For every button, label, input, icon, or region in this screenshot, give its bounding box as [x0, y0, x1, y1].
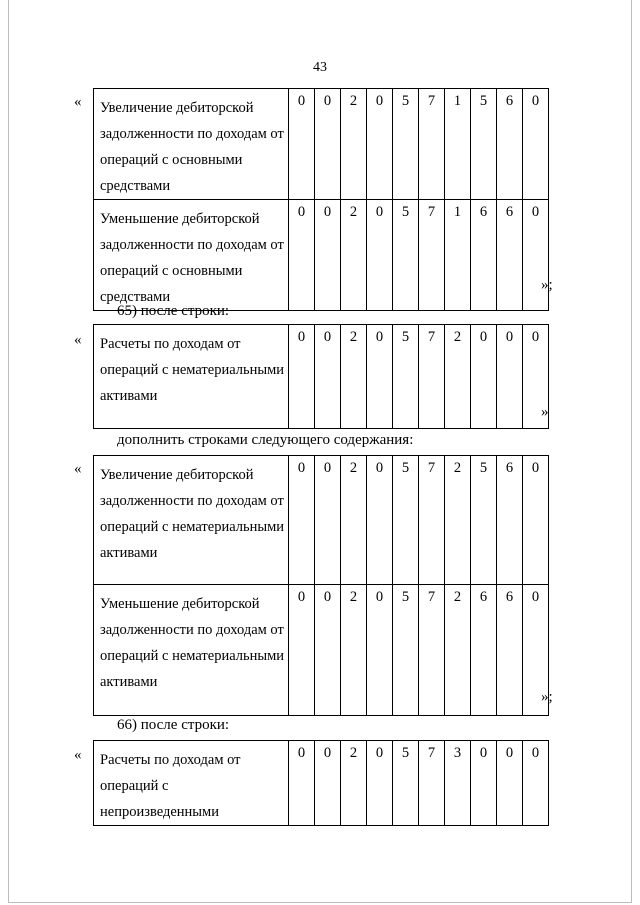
row-label: Уменьшение дебиторской задолженности по доходам от операций с основными средствами [94, 200, 289, 311]
closing-quote: »; [541, 689, 553, 705]
code-digit: 0 [471, 325, 497, 429]
code-digit: 2 [445, 456, 471, 585]
code-digit: 0 [315, 200, 341, 311]
code-digit: 0 [497, 741, 523, 826]
code-digit: 0 [523, 200, 549, 311]
code-digit: 5 [393, 456, 419, 585]
paragraph-65: 65) после строки: [117, 303, 230, 319]
code-digit: 0 [523, 585, 549, 716]
code-digit: 2 [341, 585, 367, 716]
code-digit: 7 [419, 585, 445, 716]
table-row [94, 585, 549, 716]
code-digit: 0 [367, 89, 393, 200]
paragraph-66: 66) после строки: [117, 717, 230, 733]
code-table-1 [93, 88, 549, 311]
paragraph-add-rows: дополнить строками следующего содержания: [117, 432, 414, 448]
code-digit: 0 [367, 741, 393, 826]
page-number: 43 [313, 60, 327, 75]
row-label: Увеличение дебиторской задолженности по доходам от операций с основными средствами [94, 89, 289, 200]
table-row [94, 325, 549, 429]
code-digit: 6 [497, 89, 523, 200]
row-label: Уменьшение дебиторской задолженности по доходам от операций с нематериальными активами [94, 585, 289, 716]
code-digit: 0 [315, 741, 341, 826]
code-digit: 0 [315, 325, 341, 429]
code-digit: 0 [523, 456, 549, 585]
code-digit: 0 [289, 200, 315, 311]
code-digit: 2 [445, 325, 471, 429]
code-digit: 2 [445, 585, 471, 716]
code-digit: 1 [445, 200, 471, 311]
code-digit: 7 [419, 325, 445, 429]
code-digit: 5 [393, 741, 419, 826]
opening-quote: « [74, 747, 82, 763]
code-table-4 [93, 740, 549, 826]
code-digit: 5 [393, 89, 419, 200]
row-label: Расчеты по доходам от операций с непроизведенными [94, 741, 289, 826]
code-digit: 2 [341, 456, 367, 585]
opening-quote: « [74, 332, 82, 348]
table-row [94, 456, 549, 585]
code-digit: 2 [341, 89, 367, 200]
code-digit: 5 [393, 585, 419, 716]
code-digit: 0 [289, 325, 315, 429]
code-digit: 1 [445, 89, 471, 200]
row-label: Расчеты по доходам от операций с нематериальными активами [94, 325, 289, 429]
code-table-3 [93, 455, 549, 716]
code-digit: 0 [289, 741, 315, 826]
code-digit: 6 [497, 456, 523, 585]
code-digit: 3 [445, 741, 471, 826]
code-digit: 6 [497, 200, 523, 311]
code-digit: 0 [289, 456, 315, 585]
code-digit: 2 [341, 200, 367, 311]
code-digit: 0 [367, 456, 393, 585]
code-digit: 7 [419, 200, 445, 311]
code-digit: 0 [367, 585, 393, 716]
code-digit: 6 [471, 200, 497, 311]
code-digit: 0 [289, 585, 315, 716]
closing-quote: » [541, 404, 549, 420]
code-digit: 0 [315, 585, 341, 716]
table-row [94, 741, 549, 826]
code-digit: 5 [471, 89, 497, 200]
table-row [94, 89, 549, 200]
code-digit: 2 [341, 325, 367, 429]
code-digit: 0 [315, 456, 341, 585]
code-digit: 5 [471, 456, 497, 585]
code-digit: 7 [419, 741, 445, 826]
code-digit: 0 [289, 89, 315, 200]
table-row [94, 200, 549, 311]
row-label: Увеличение дебиторской задолженности по доходам от операций с нематериальными активами [94, 456, 289, 585]
code-digit: 0 [523, 325, 549, 429]
opening-quote: « [74, 94, 82, 110]
code-digit: 0 [471, 741, 497, 826]
opening-quote: « [74, 461, 82, 477]
code-digit: 0 [523, 89, 549, 200]
code-digit: 0 [367, 325, 393, 429]
code-digit: 7 [419, 89, 445, 200]
code-digit: 0 [497, 325, 523, 429]
closing-quote: »; [541, 277, 553, 293]
code-digit: 6 [497, 585, 523, 716]
code-table-2 [93, 324, 549, 429]
code-digit: 5 [393, 325, 419, 429]
code-digit: 5 [393, 200, 419, 311]
code-digit: 7 [419, 456, 445, 585]
code-digit: 0 [523, 741, 549, 826]
code-digit: 2 [341, 741, 367, 826]
code-digit: 0 [367, 200, 393, 311]
code-digit: 6 [471, 585, 497, 716]
code-digit: 0 [315, 89, 341, 200]
